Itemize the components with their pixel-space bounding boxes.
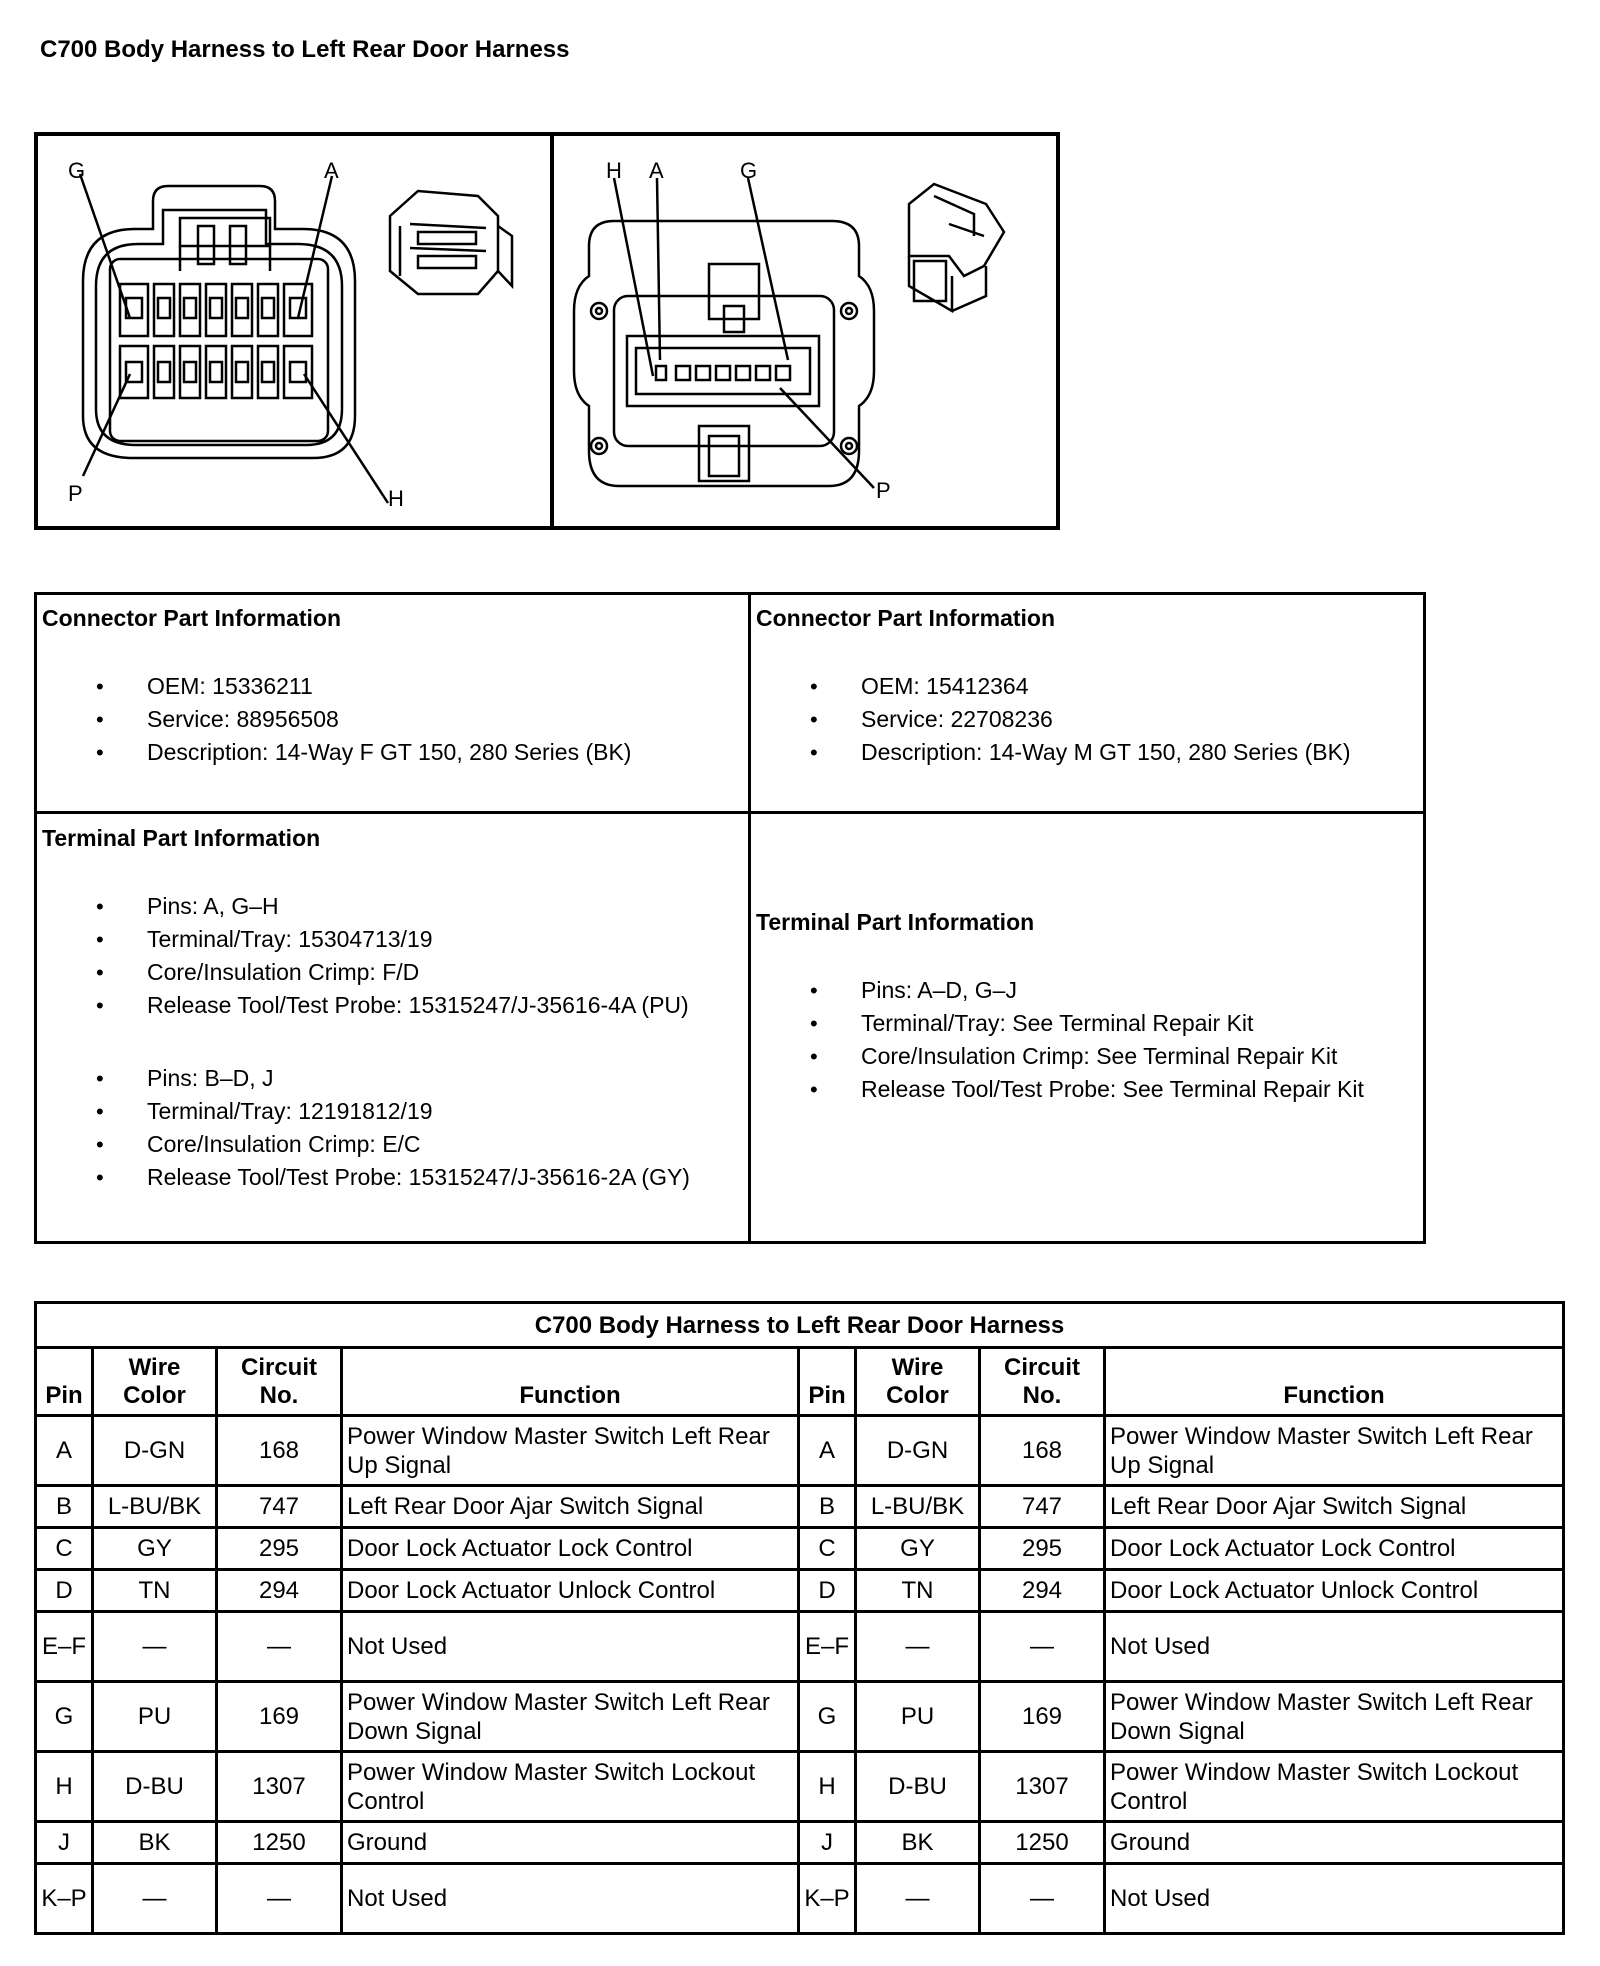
function-cell: Ground [342,1822,799,1864]
circuit-no-cell: 1250 [980,1822,1105,1864]
circuit-no-cell: 295 [217,1528,342,1570]
function-cell: Door Lock Actuator Lock Control [342,1528,799,1570]
pin-cell: E–F [36,1612,93,1682]
circuit-no-cell: 294 [217,1570,342,1612]
pin-cell: J [799,1822,856,1864]
wire-color-cell: TN [93,1570,217,1612]
list-item: • OEM: 15412364 [756,670,1351,703]
table-row [36,1682,1564,1752]
function-cell: Door Lock Actuator Lock Control [1105,1528,1564,1570]
connector-diagram-panel [34,132,1060,530]
circuit-no-cell: — [980,1864,1105,1934]
circuit-no-cell: — [217,1864,342,1934]
table-row [36,1486,1564,1528]
column-header-function: Function [1105,1348,1564,1416]
diagram-label-p: P [876,478,891,503]
column-header-wire-color: Wire Color [856,1348,980,1416]
terminal-info-left [42,825,690,1194]
pin-cell: K–P [799,1864,856,1934]
function-cell: Not Used [1105,1612,1564,1682]
pin-cell: A [799,1416,856,1486]
circuit-no-cell: 169 [217,1682,342,1752]
diagram-label-h: H [606,158,622,183]
list-item: • Service: 88956508 [42,703,631,736]
function-cell: Left Rear Door Ajar Switch Signal [342,1486,799,1528]
wire-color-cell: L-BU/BK [93,1486,217,1528]
wire-color-cell: — [856,1612,980,1682]
circuit-no-cell: 168 [980,1416,1105,1486]
pinout-table-caption: C700 Body Harness to Left Rear Door Harness [36,1303,1564,1348]
pin-cell: D [799,1570,856,1612]
wire-color-cell: D-BU [856,1752,980,1822]
wire-color-cell: GY [856,1528,980,1570]
circuit-no-cell: 169 [980,1682,1105,1752]
list-item: • OEM: 15336211 [42,670,631,703]
pin-cell: A [36,1416,93,1486]
pin-cell: C [799,1528,856,1570]
column-header-wire-color: Wire Color [93,1348,217,1416]
wire-color-cell: D-GN [93,1416,217,1486]
male-connector-diagram [554,136,1060,526]
table-row [36,1416,1564,1486]
circuit-no-cell: — [980,1612,1105,1682]
wire-color-cell: — [93,1864,217,1934]
list-item: • Release Tool/Test Probe: 15315247/J-35616-2A (GY) [42,1161,690,1194]
circuit-no-cell: 294 [980,1570,1105,1612]
connector-info-heading: Connector Part Information [42,605,342,631]
list-item: • Service: 22708236 [756,703,1351,736]
table-row [36,1612,1564,1682]
table-row [36,1570,1564,1612]
pin-cell: B [36,1486,93,1528]
function-cell: Left Rear Door Ajar Switch Signal [1105,1486,1564,1528]
function-cell: Power Window Master Switch Left Rear Up Signal [342,1416,799,1486]
wire-color-cell: TN [856,1570,980,1612]
wire-color-cell: — [856,1864,980,1934]
pin-cell: G [799,1682,856,1752]
function-cell: Not Used [342,1612,799,1682]
wire-color-cell: PU [93,1682,217,1752]
circuit-no-cell: 295 [980,1528,1105,1570]
diagram-label-p: P [68,481,83,506]
wire-color-cell: PU [856,1682,980,1752]
list-item: • Pins: B–D, J [42,1062,690,1095]
pin-cell: E–F [799,1612,856,1682]
circuit-no-cell: — [217,1612,342,1682]
function-cell: Door Lock Actuator Unlock Control [1105,1570,1564,1612]
diagram-label-g: G [740,158,758,183]
circuit-no-cell: 1307 [217,1752,342,1822]
pinout-table [34,1301,1565,1935]
pinout-table-body [36,1416,1564,1934]
column-header-circuit-no: Circuit No. [980,1348,1105,1416]
function-cell: Power Window Master Switch Lockout Control [1105,1752,1564,1822]
wire-color-cell: BK [856,1822,980,1864]
connector-info-heading: Connector Part Information [756,605,1056,631]
list-item: • Release Tool/Test Probe: 15315247/J-35616-4A (PU) [42,989,690,1022]
function-cell: Not Used [342,1864,799,1934]
terminal-info-right [756,909,1364,1106]
function-cell: Power Window Master Switch Lockout Control [342,1752,799,1822]
pin-cell: D [36,1570,93,1612]
list-item: • Pins: A–D, G–J [756,974,1364,1007]
wire-color-cell: D-BU [93,1752,217,1822]
list-item: • Description: 14-Way M GT 150, 280 Series (BK) [756,736,1351,769]
column-header-pin: Pin [799,1348,856,1416]
table-row [36,1752,1564,1822]
list-item: • Description: 14-Way F GT 150, 280 Series (BK) [42,736,631,769]
page-title: C700 Body Harness to Left Rear Door Harness [40,36,570,63]
list-item: • Terminal/Tray: See Terminal Repair Kit [756,1007,1364,1040]
diagram-label-g: G [68,158,86,183]
part-information-table [34,592,1426,1244]
pin-cell: B [799,1486,856,1528]
table-row [36,1528,1564,1570]
function-cell: Not Used [1105,1864,1564,1934]
function-cell: Door Lock Actuator Unlock Control [342,1570,799,1612]
diagram-label-a: A [649,158,664,183]
function-cell: Power Window Master Switch Left Rear Up Signal [1105,1416,1564,1486]
circuit-no-cell: 1250 [217,1822,342,1864]
list-item: • Core/Insulation Crimp: See Terminal Repair Kit [756,1040,1364,1073]
wire-color-cell: — [93,1612,217,1682]
function-cell: Power Window Master Switch Left Rear Down Signal [342,1682,799,1752]
circuit-no-cell: 168 [217,1416,342,1486]
female-connector-diagram [38,136,546,526]
diagram-label-h: H [388,486,404,511]
function-cell: Ground [1105,1822,1564,1864]
pin-cell: J [36,1822,93,1864]
pin-cell: H [36,1752,93,1822]
column-header-circuit-no: Circuit No. [217,1348,342,1416]
column-header-pin: Pin [36,1348,93,1416]
wire-color-cell: D-GN [856,1416,980,1486]
info-horizontal-divider [37,811,1423,814]
terminal-info-heading: Terminal Part Information [42,825,321,851]
list-item: • Terminal/Tray: 12191812/19 [42,1095,690,1128]
pin-cell: H [799,1752,856,1822]
list-item: • Pins: A, G–H [42,890,690,923]
pin-cell: C [36,1528,93,1570]
wire-color-cell: GY [93,1528,217,1570]
list-item: • Release Tool/Test Probe: See Terminal Repair Kit [756,1073,1364,1106]
column-header-function: Function [342,1348,799,1416]
circuit-no-cell: 747 [217,1486,342,1528]
pin-cell: K–P [36,1864,93,1934]
table-row [36,1822,1564,1864]
list-item: • Core/Insulation Crimp: F/D [42,956,690,989]
function-cell: Power Window Master Switch Left Rear Down Signal [1105,1682,1564,1752]
list-item: • Terminal/Tray: 15304713/19 [42,923,690,956]
connector-info-right [756,605,1351,769]
circuit-no-cell: 747 [980,1486,1105,1528]
circuit-no-cell: 1307 [980,1752,1105,1822]
wire-color-cell: BK [93,1822,217,1864]
info-vertical-divider [748,595,751,1241]
table-row [36,1864,1564,1934]
connector-info-left [42,605,631,769]
list-item: • Core/Insulation Crimp: E/C [42,1128,690,1161]
pin-cell: G [36,1682,93,1752]
wire-color-cell: L-BU/BK [856,1486,980,1528]
diagram-label-a: A [324,158,339,183]
terminal-info-heading: Terminal Part Information [756,909,1035,935]
